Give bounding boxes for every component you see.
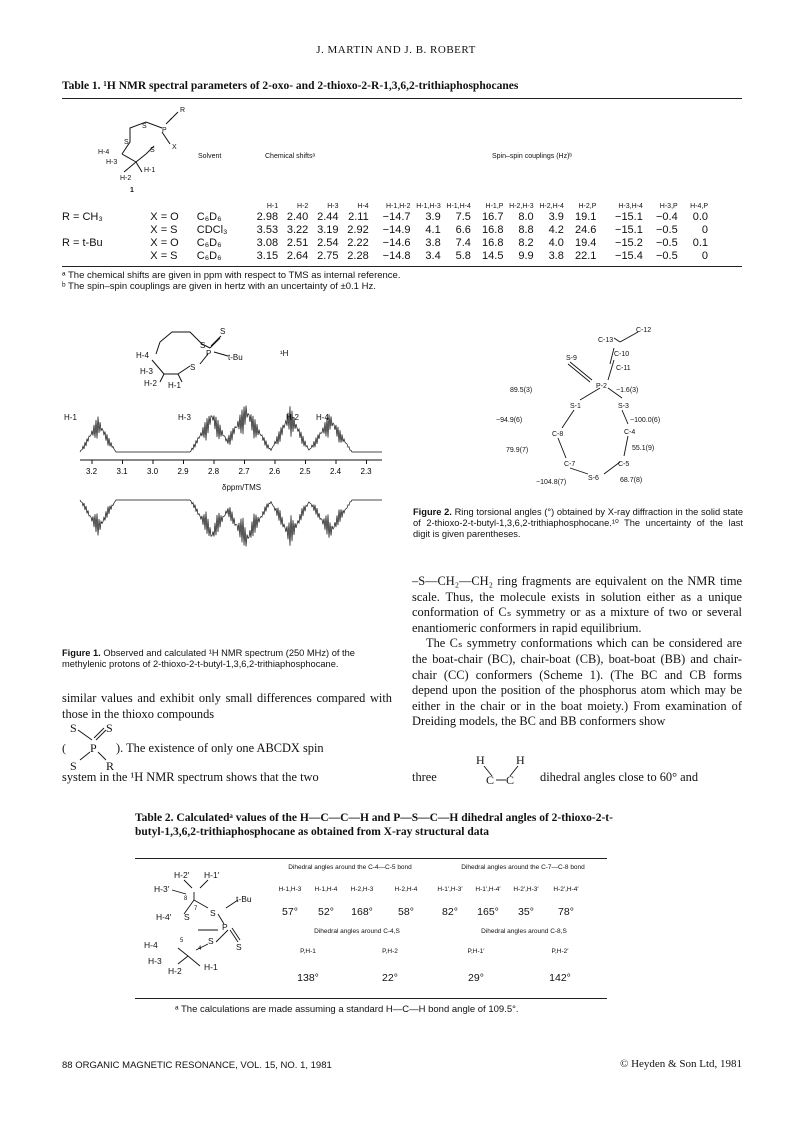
table2-hh-value: 165° — [477, 906, 499, 918]
table2-hh-value: 82° — [442, 906, 458, 918]
struct2-h2: H-2 — [168, 966, 182, 976]
table1-col-header: H-1 — [266, 203, 279, 210]
table1-cell-value: 2.44 — [317, 210, 339, 223]
table1-col-header: H-2,P — [578, 203, 597, 210]
table1-col-header: H-3,H-4 — [618, 203, 643, 210]
struct2-h4p: H-4′ — [156, 912, 172, 922]
table1-cell-solvent: C₆D₆ — [196, 249, 222, 262]
struct1-label-s1: S — [142, 123, 147, 130]
table1-cell-value: 3.22 — [286, 223, 309, 236]
table2-ph-label: P,H-1 — [300, 948, 316, 955]
fig1-axis-tick-label: 2.5 — [299, 467, 311, 476]
struct1-label-p: P — [162, 127, 167, 134]
table1-row — [62, 236, 708, 249]
hcch-c-left: C — [486, 773, 495, 786]
table2-group3-title: Dihedral angles around C-4,S — [314, 928, 400, 935]
fig1-mol-s2: S — [220, 327, 226, 336]
fig2-atom-s3: S-3 — [618, 403, 629, 410]
table2-ph-label: P,H-2′ — [551, 948, 569, 955]
table1-cell-value: 2.64 — [286, 249, 309, 262]
table1-cell-x: X = O — [150, 210, 179, 223]
fig2-atom-c5: C-5 — [618, 461, 630, 468]
table2-hh-value: 78° — [558, 906, 574, 918]
table1-cell-value: −15.4 — [615, 249, 643, 262]
running-head: J. MARTIN AND J. B. ROBERT — [316, 44, 476, 56]
hcch-h-left: H — [476, 753, 485, 767]
table1-cell-value: 8.8 — [518, 223, 534, 236]
fig1-mol-h4: H-4 — [136, 351, 149, 360]
fig2-atom-s6: S-6 — [588, 475, 599, 482]
table1-col-header: H-2,H-4 — [539, 203, 564, 210]
fig2-angle-s1-c8: −94.9(6) — [496, 417, 523, 424]
struct2-h1: H-1 — [204, 962, 218, 972]
fig1-axis-tick-label: 2.6 — [269, 467, 281, 476]
struct2-num7: 7 — [194, 906, 198, 912]
table1-cell-value: 4.1 — [425, 223, 441, 236]
page-footer-left: 88 ORGANIC MAGNETIC RESONANCE, VOL. 15, NO. 1, 1981 — [62, 1060, 332, 1071]
fig1-mol-p: P — [206, 349, 212, 358]
table1-cell-value: 22.1 — [574, 249, 597, 262]
fig1-mol-h3: H-3 — [140, 367, 153, 376]
figure2-ring-diagram — [470, 320, 750, 492]
figure1-caption-text: Observed and calculated ¹H NMR spectrum (250 MHz) of the methylenic protons of 2-thioxo-2-t-butyl-1,3,6,2-trithiaphosphocane. — [62, 648, 355, 669]
page-footer-right: © Heyden & Son Ltd, 1981 — [619, 1058, 742, 1070]
table2-caption: Table 2. Calculatedᵃ values of the H—C—C—H and P—S—C—H dihedral angles of 2-thioxo-2-t-butyl-1,3,6,2-trithiaphosphocane as obtained from X-ray structural data — [135, 812, 613, 838]
table1-cell-value: 3.4 — [425, 249, 441, 262]
right-column-text — [412, 574, 742, 730]
fig2-atom-c8: C-8 — [552, 431, 564, 438]
table1-cell-value: 2.54 — [317, 236, 339, 249]
table1-cell-value: −15.1 — [615, 210, 643, 223]
table1-cell-value: 6.6 — [455, 223, 471, 236]
struct2-num4: 4 — [198, 946, 202, 952]
figure2-caption-title: Figure 2. — [413, 507, 452, 517]
fig2-angle-p2-s1: 89.5(3) — [510, 387, 533, 394]
table1-cell-value: 16.7 — [482, 210, 504, 223]
table1-header-row — [62, 197, 708, 210]
table1-bottom-rule — [62, 266, 742, 267]
table1-cell-r — [62, 223, 150, 236]
fig1-peak-h1: H-1 — [64, 413, 77, 422]
table2-hh-label: H-2′,H-4′ — [553, 886, 579, 893]
fig1-axis-tick-label: 2.9 — [177, 467, 189, 476]
struct1-label-s3: S — [124, 139, 129, 146]
table1-cell-value: 4.2 — [548, 223, 564, 236]
table1-cell-value: 4.0 — [548, 236, 564, 249]
struct2-s-top: S — [210, 908, 216, 918]
table1-cell-value: 8.0 — [518, 210, 534, 223]
fig1-axis-tick-label: 2.7 — [238, 467, 250, 476]
table2-bottom-rule — [135, 998, 607, 999]
fig1-mol-tbu: t-Bu — [228, 353, 243, 362]
table1-couplings-header: Spin–spin couplings (Hz)ᵇ — [492, 153, 573, 160]
struct2-h3p: H-3′ — [154, 884, 170, 894]
table1-cell-value: −0.5 — [655, 236, 678, 249]
table1-shifts-header: Chemical shiftsᵃ — [265, 153, 316, 160]
fig2-atom-c4: C-4 — [624, 429, 636, 436]
table2-group4-title: Dihedral angles around C-8,S — [481, 928, 567, 935]
table1-col-header: H-1,H-2 — [386, 203, 411, 210]
fig1-axis-tick-label: 3.0 — [147, 467, 159, 476]
table1-row — [62, 223, 708, 236]
hcch-h-right: H — [516, 753, 525, 767]
table1-solvent-header: Solvent — [198, 153, 222, 160]
table1-col-header: H-3,P — [659, 203, 678, 210]
figure2-caption-text: Ring torsional angles (°) obtained by X-ray diffraction in the solid state of 2-thioxo-2-t-butyl-1,3,6,2-trithiaphosphocane.¹⁰ The uncertainty of the last digit is given parentheses. — [413, 507, 743, 539]
table2-structure — [138, 864, 268, 986]
table1-cell-value: 2.28 — [347, 249, 369, 262]
fig2-atom-c10: C-10 — [614, 351, 630, 358]
struct2-num5: 5 — [180, 938, 184, 944]
table2-hh-value: 168° — [351, 906, 373, 918]
table2-footnote: ᵃ The calculations are made assuming a standard H—C—H bond angle of 109.5°. — [175, 1004, 519, 1015]
right-paragraph-2: The Cₛ symmetry conformations which can be considered are the boat-chair (BC), chair-boat (CB), boat-boat (BB) and chair-chair (CC) conformers (Scheme 1). (The BC and CB forms depend upon the position of the phosphorus atom which may be either in the chair or in the boat moiety.) From examination of Dreiding models, the BC and BB conformers show — [412, 636, 742, 729]
right-last-line-a: three — [412, 770, 437, 784]
struct2-num8: 8 — [184, 896, 188, 902]
table2-hh-value: 57° — [282, 906, 298, 918]
table1-cell-value: −0.5 — [655, 223, 678, 236]
fig2-angle-c4-c5: 55.1(9) — [632, 445, 655, 452]
fig2-atom-c11: C-11 — [616, 365, 631, 372]
struct2-s-thioxo: S — [236, 942, 242, 952]
struct2-p: P — [222, 922, 228, 932]
table2-hh-value: 35° — [518, 906, 534, 918]
struct1-label-s2: S — [150, 147, 155, 154]
table2-group2-title: Dihedral angles around the C-7—C-8 bond — [461, 864, 585, 871]
table1-cell-value: −14.6 — [382, 236, 411, 249]
table1-caption: Table 1. ¹H NMR spectral parameters of 2-oxo- and 2-thioxo-2-R-1,3,6,2-trithiaphosphocanes — [62, 80, 519, 92]
table1-cell-r — [62, 249, 150, 262]
table1-cell-value: 0.0 — [692, 210, 708, 223]
table2-hh-label: H-2,H-4 — [394, 886, 418, 893]
table1-cell-value: 3.9 — [548, 210, 564, 223]
table1-cell-value: 19.1 — [574, 210, 597, 223]
hcch-c-right: C — [506, 773, 515, 786]
fig1-calculated-trace — [80, 500, 382, 547]
left-paragraph-1: similar values and exhibit only small differences compared with those in the thioxo compounds — [62, 691, 392, 721]
table1-row — [62, 249, 708, 262]
table1-cell-value: 16.8 — [482, 223, 504, 236]
table1-cell-x: X = S — [150, 223, 178, 236]
table1-col-header: H-1,H-3 — [416, 203, 441, 210]
fig1-peak-h3: H-3 — [178, 413, 191, 422]
right-last-line-b: dihedral angles close to 60° and — [540, 770, 699, 784]
table2-ph-value: 29° — [468, 972, 484, 984]
fig2-atom-s9: S-9 — [566, 355, 577, 362]
inline-s-right: S — [106, 722, 113, 735]
table1-col-header: H-1,P — [485, 203, 504, 210]
table1-cell-value: 3.53 — [256, 223, 279, 236]
table2-hh-value: 58° — [398, 906, 414, 918]
table1-cell-solvent: C₆D₆ — [196, 236, 222, 249]
table2-hh-label: H-2′,H-3′ — [513, 886, 539, 893]
fig1-mol-s3: S — [190, 363, 196, 372]
table2-hh-label: H-1,H-3 — [278, 886, 302, 893]
hcch-fragment — [470, 752, 530, 786]
figure2-caption — [413, 507, 743, 540]
inline-paren: ( — [62, 741, 66, 755]
table2-hh-value: 52° — [318, 906, 334, 918]
inline-r: R — [106, 759, 115, 772]
struct1-compound-number: 1 — [130, 187, 134, 194]
figure1-caption — [62, 648, 380, 670]
fig1-axis-tick-label: 3.2 — [86, 467, 98, 476]
table1-cell-value: 2.40 — [286, 210, 309, 223]
fig1-axis-tick-label: 2.4 — [330, 467, 342, 476]
fig2-atom-p2: P-2 — [596, 383, 607, 390]
left-last-line: system in the ¹H NMR spectrum shows that the two — [62, 770, 319, 784]
fig1-mol-h1: H-1 — [168, 381, 181, 390]
table1-cell-value: 3.19 — [317, 223, 339, 236]
fig2-angle-s3-c4: −100.0(6) — [630, 417, 661, 424]
table1-cell-value: 0 — [701, 249, 708, 262]
fig2-angle-c7-s6: −104.8(7) — [536, 479, 567, 486]
table1-cell-value: 7.5 — [455, 210, 471, 223]
table1-col-header: H-3 — [327, 203, 339, 210]
table1-cell-value: 3.9 — [425, 210, 441, 223]
table2-top-rule — [135, 858, 607, 859]
table1-top-rule — [62, 98, 742, 99]
table1-cell-value: 14.5 — [482, 249, 504, 262]
table2-hh-label: H-2,H-3 — [350, 886, 374, 893]
table1-col-header: H-2,H-3 — [509, 203, 534, 210]
table1-cell-value: 9.9 — [518, 249, 534, 262]
table1-cell-value: 2.51 — [286, 236, 309, 249]
struct1-label-h1: H-1 — [144, 167, 156, 174]
table1-footnote-a: ᵃ The chemical shifts are given in ppm with respect to TMS as internal reference. — [62, 270, 401, 281]
table1-cell-value: 2.11 — [348, 210, 369, 223]
fig1-peak-h2: H-2 — [286, 413, 299, 422]
struct1-label-x: X — [172, 144, 177, 151]
table1-cell-solvent: C₆D₆ — [196, 210, 222, 223]
table1-cell-value: 16.8 — [482, 236, 504, 249]
table1-cell-value: 3.08 — [256, 236, 279, 249]
table2-ph-value: 22° — [382, 972, 398, 984]
table1-cell-r: R = t-Bu — [62, 236, 103, 249]
table1-cell-value: −15.2 — [615, 236, 643, 249]
table1-cell-value: 3.8 — [425, 236, 441, 249]
struct2-h4: H-4 — [144, 940, 158, 950]
fig1-mol-s1: S — [200, 341, 206, 350]
fig2-atom-c12: C-12 — [636, 327, 652, 334]
table1-cell-value: 19.4 — [574, 236, 597, 249]
table1-cell-value: 0.1 — [692, 236, 708, 249]
fig1-axis-label: δppm/TMS — [222, 483, 262, 492]
left-inline-tail: ). The existence of only one ABCDX spin — [116, 741, 324, 755]
table1-footnote-b: ᵇ The spin–spin couplings are given in hertz with an uncertainty of ±0.1 Hz. — [62, 281, 376, 292]
fig1-nucleus-label: ¹H — [280, 349, 289, 358]
struct1-label-r: R — [180, 107, 186, 114]
table1-col-header: H-4 — [357, 203, 369, 210]
table2-hh-label: H-1′,H-3′ — [437, 886, 463, 893]
struct1-label-h2: H-2 — [120, 175, 132, 182]
fig1-axis-tick-label: 2.3 — [360, 467, 372, 476]
table1-cell-value: −14.7 — [382, 210, 411, 223]
fig1-axis-tick-label: 2.8 — [208, 467, 220, 476]
struct2-h3: H-3 — [148, 956, 162, 966]
right-paragraph-1: –S—CH₂—CH₂ ring fragments are equivalent on the NMR time scale. Thus, the molecule exists in solution either as a unique conformation of Cₛ symmetry or as a mixture of two or several enantiomeric conformers in rapid equilibrium. — [412, 574, 742, 635]
table1-cell-value: 2.75 — [317, 249, 339, 262]
struct2-h2p: H-2′ — [174, 870, 190, 880]
table1-cell-r: R = CH₃ — [62, 210, 103, 223]
table1-row — [62, 210, 708, 223]
table2-ph-label: P,H-2 — [382, 948, 398, 955]
struct2-s-low: S — [208, 936, 214, 946]
table2-ph-value: 138° — [297, 972, 319, 984]
table1-cell-value: 8.2 — [518, 236, 534, 249]
table1-cell-value: 0 — [701, 223, 708, 236]
inline-s-left: S — [70, 722, 77, 735]
table1-cell-value: −0.4 — [655, 210, 678, 223]
table1-cell-value: 2.22 — [347, 236, 369, 249]
fig2-atom-c13: C-13 — [598, 337, 614, 344]
struct2-s-mid: S — [184, 912, 190, 922]
table2-hh-label: H-1′,H-4′ — [475, 886, 501, 893]
figure1-spectrum — [60, 312, 390, 642]
table1-cell-value: 7.4 — [455, 236, 471, 249]
table2-ph-value: 142° — [549, 972, 571, 984]
table1-cell-x: X = S — [150, 249, 178, 262]
table1-col-header: H-4,P — [690, 203, 708, 210]
table1-cell-x: X = O — [150, 236, 179, 249]
table1-col-header: H-1,H-4 — [446, 203, 471, 210]
table2-hh-label: H-1,H-4 — [314, 886, 338, 893]
inline-p: P — [90, 741, 97, 755]
table1-cell-value: −14.9 — [382, 223, 411, 236]
table1 — [62, 197, 708, 262]
table1-cell-value: 2.98 — [256, 210, 279, 223]
table2-ph-label: P,H-1′ — [467, 948, 485, 955]
fig2-atom-c7: C-7 — [564, 461, 576, 468]
table1-structure — [70, 102, 210, 194]
table1-cell-value: −14.8 — [382, 249, 411, 262]
inline-s-bottom: S — [70, 759, 77, 772]
fig2-angle-c8-c7: 79.9(7) — [506, 447, 529, 454]
fig2-angle-s6-c5: 68.7(8) — [620, 477, 643, 484]
struct2-tbu: t-Bu — [236, 894, 252, 904]
fig1-observed-trace — [80, 406, 382, 453]
fig1-peak-h4: H-4 — [316, 413, 329, 422]
table1-cell-solvent: CDCl₃ — [196, 223, 228, 236]
table1-cell-value: −15.1 — [615, 223, 643, 236]
figure1-caption-title: Figure 1. — [62, 648, 101, 658]
table1-cell-value: −0.5 — [655, 249, 678, 262]
table1-cell-value: 3.15 — [256, 249, 279, 262]
struct2-h1p: H-1′ — [204, 870, 220, 880]
table1-col-header: H-2 — [297, 203, 309, 210]
fig2-angle-p2-s3: −1.6(3) — [616, 387, 639, 394]
table2-grid — [268, 864, 608, 994]
fig2-atom-s1: S-1 — [570, 403, 581, 410]
struct1-label-h3: H-3 — [106, 159, 118, 166]
fig1-mol-h2: H-2 — [144, 379, 157, 388]
table1-cell-value: 2.92 — [347, 223, 369, 236]
table1-cell-value: 5.8 — [455, 249, 471, 262]
table1-cell-value: 3.8 — [548, 249, 564, 262]
struct1-label-h4: H-4 — [98, 149, 110, 156]
table2-group1-title: Dihedral angles around the C-4—C-5 bond — [288, 864, 412, 871]
fig1-axis-tick-label: 3.1 — [116, 467, 128, 476]
table1-cell-value: 24.6 — [574, 223, 597, 236]
